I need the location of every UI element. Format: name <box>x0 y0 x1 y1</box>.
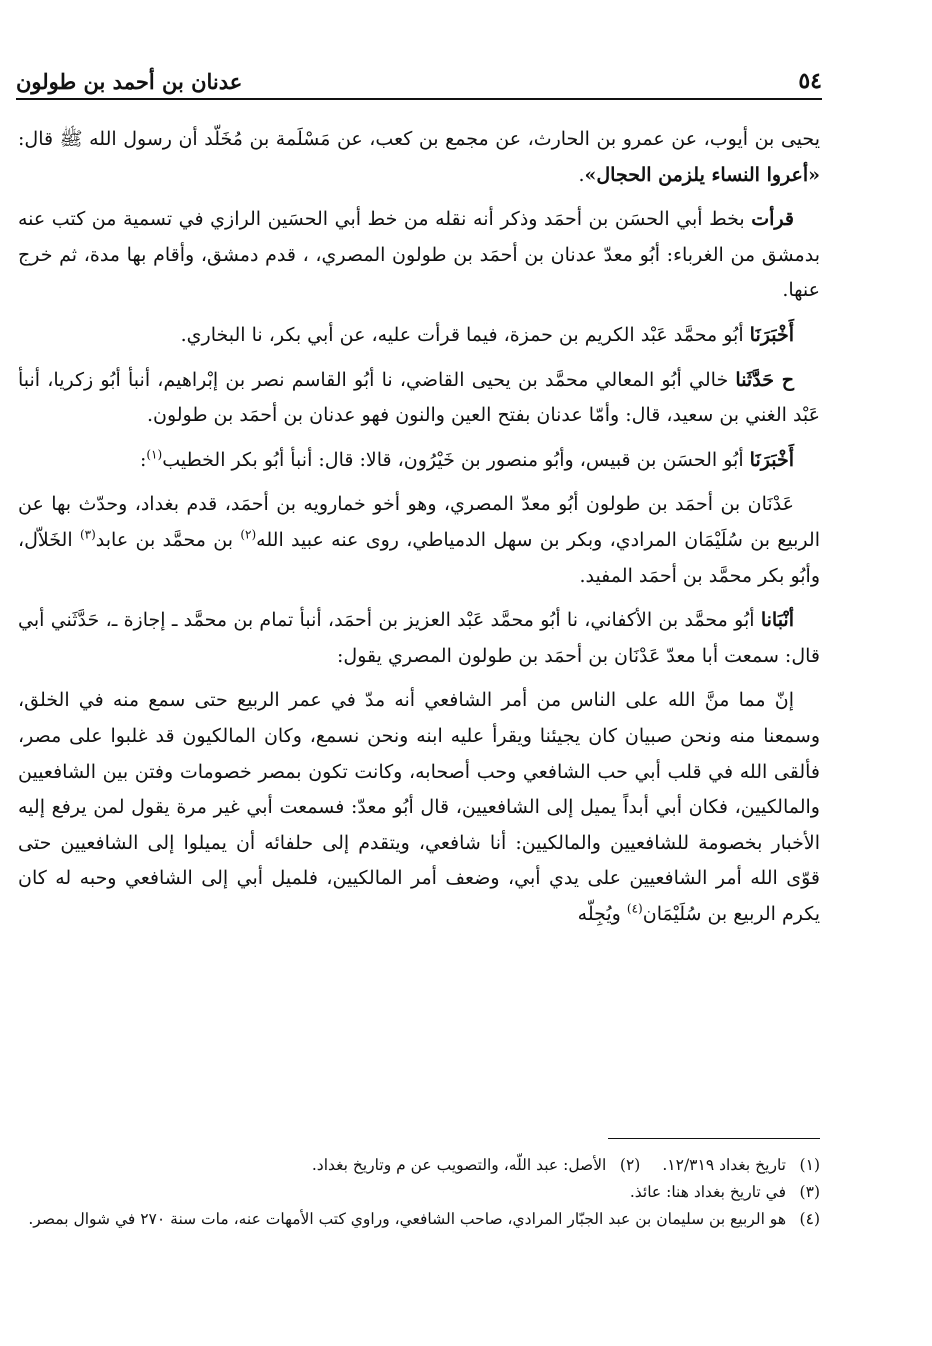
paragraph-end: ويُجِلّه <box>577 902 627 925</box>
paragraph-text-mid: بن محمَّد بن عابد <box>95 528 241 551</box>
footnote-3 <box>18 1179 820 1206</box>
footnote-number: (٣) <box>799 1183 820 1201</box>
footnote-divider <box>608 1138 820 1139</box>
paragraph-text: أبُو الحسَن بن قبيس، وأبُو منصور بن خَيْرُون، قالا: قال: أنبأ أبُو بكر الخطيب <box>162 448 750 471</box>
paragraph-3 <box>18 318 820 354</box>
footnote-text: الأصل: عبد اللّه، والتصويب عن م وتاريخ بغداد. <box>311 1156 607 1174</box>
paragraph-8 <box>18 683 820 932</box>
footnote-text: في تاريخ بغداد هنا: عائذ. <box>629 1183 786 1201</box>
footnote-row <box>18 1152 820 1179</box>
footnote-ref-4[interactable]: (٤) <box>626 901 643 916</box>
hadith-quote: «أعروا النساء يلزمن الحجال» <box>584 163 820 186</box>
footnote-4 <box>18 1206 820 1233</box>
footnote-number: (٢) <box>619 1156 641 1174</box>
paragraph-lead: أَخْبَرَنَا <box>749 448 794 471</box>
paragraph-end: : <box>139 448 147 471</box>
paragraph-text: يحيى بن أيوب، عن عمرو بن الحارث، عن مجمع بن كعب، عن مَسْلَمة بن مُخَلّد أن رسول الله ﷺ قال: <box>18 128 820 150</box>
page-number: ٥٤ <box>798 68 822 94</box>
paragraph-4 <box>18 363 820 434</box>
paragraph-text: خالي أبُو المعالي محمَّد بن يحيى القاضي، نا أبُو القاسم نصر بن إبْراهيم، أنبأ أبُو زكريا، أنبأ عَبْد الغني بن سعيد، قال: وأمّا عدنان بفتح العين والنون فهو عدنان بن أحمَد بن طولون. <box>18 368 820 427</box>
paragraph-lead: ح حَدَّثَنا <box>735 368 794 391</box>
page-header <box>16 60 822 100</box>
footnote-number: (١) <box>799 1156 820 1174</box>
paragraph-1 <box>18 122 820 193</box>
paragraph-5 <box>18 443 820 479</box>
paragraph-lead: قرأت <box>751 208 794 231</box>
footnote-text: هو الربيع بن سليمان بن عبد الجبّار المرادي، صاحب الشافعي، وراوي كتب الأمهات عنه، مات سنة ٢٧٠ في شوال بمصر. <box>28 1210 786 1228</box>
paragraph-7 <box>18 603 820 674</box>
paragraph-lead: أنْبَانا <box>760 609 794 632</box>
paragraph-text: أبُو محمَّد بن الأكفاني، نا أبُو محمَّد عَبْد العزيز بن أحمَد، أنبأ تمام بن محمَّد ـ إجازة ـ، حَدَّثَني أبي قال: سمعت أبا معدّ عَدْنَان بن أحمَد بن طولون المصري يقول: <box>18 609 820 667</box>
footnotes <box>18 1152 820 1233</box>
paragraph-lead: أَخْبَرَنَا <box>749 323 794 346</box>
paragraph-text: أبُو محمَّد عَبْد الكريم بن حمزة، فيما قرأت عليه، عن أبي بكر، نا البخاري. <box>180 323 750 346</box>
footnote-ref-3[interactable]: (٣) <box>79 527 96 542</box>
footnote-2 <box>312 1152 641 1179</box>
paragraph-text: إنّ مما منَّ الله على الناس من أمر الشافعي أنه مدّ في عمر الربيع حتى سمع منه في الخلق، وسمعنا منه ونحن صبيان كان يجيئنا ويقرأ عليه ابنه ونحن نسمع، وكان المالكيون قد غلبوا على مصر، فألقى الله في قلب أبي حب الشافعي وحب أصحابه، وكانت تكون بمصر خصومات وفتن بين الشافعيين والمالكيين، فكان أبي أبداً يميل إلى الشافعيين، قال أبُو معدّ: فسمعت أبي غير مرة يقول لمن يرفع إليه الأخبار بخصومة للشافعيين والمالكيين: أنا شافعي، ويتقدم إلى حلفائه أن يميلوا إلى الشافعيين حتى قوّى الله أمر الشافعيين على يدي أبي، وضعف أمر المالكيين، فلميل أبي إلى الشافعي وحبه له كان يكرم الربيع بن سُلَيْمَان <box>18 689 820 925</box>
main-text <box>18 122 820 941</box>
paragraph-2 <box>18 202 820 309</box>
footnote-ref-2[interactable]: (٢) <box>240 527 257 542</box>
footnote-ref-1[interactable]: (١) <box>146 447 163 462</box>
footnote-1 <box>662 1152 820 1179</box>
paragraph-text: عَدْنَان بن أحمَد بن طولون أبُو معدّ المصري، وهو أخو خمارويه بن أحمَد، قدم بغداد، وحدّث بها عن الربيع بن سُلَيْمَان المرادي، وبكر بن سهل الدمياطي، روى عنه عبيد الله <box>18 493 820 551</box>
paragraph-end: . <box>578 163 585 186</box>
paragraph-end: الخَلاّل، وأبُو بكر محمَّد بن أحمَد المفيد. <box>18 528 820 587</box>
paragraph-text: بخط أبي الحسَن بن أحمَد وذكر أنه نقله من خط أبي الحسَين الرازي في تسمية من كتب عنه بدمشق من الغرباء: أبُو معدّ عدنان بن أحمَد بن طولون المصري، ، قدم دمشق، وأقام بها مدة، ثم خرج عنها. <box>18 208 820 302</box>
paragraph-6 <box>18 487 820 594</box>
footnote-text: تاريخ بغداد ١٢/٣١٩. <box>662 1156 786 1174</box>
running-title: عدنان بن أحمد بن طولون <box>16 69 243 94</box>
footnote-number: (٤) <box>799 1210 820 1228</box>
